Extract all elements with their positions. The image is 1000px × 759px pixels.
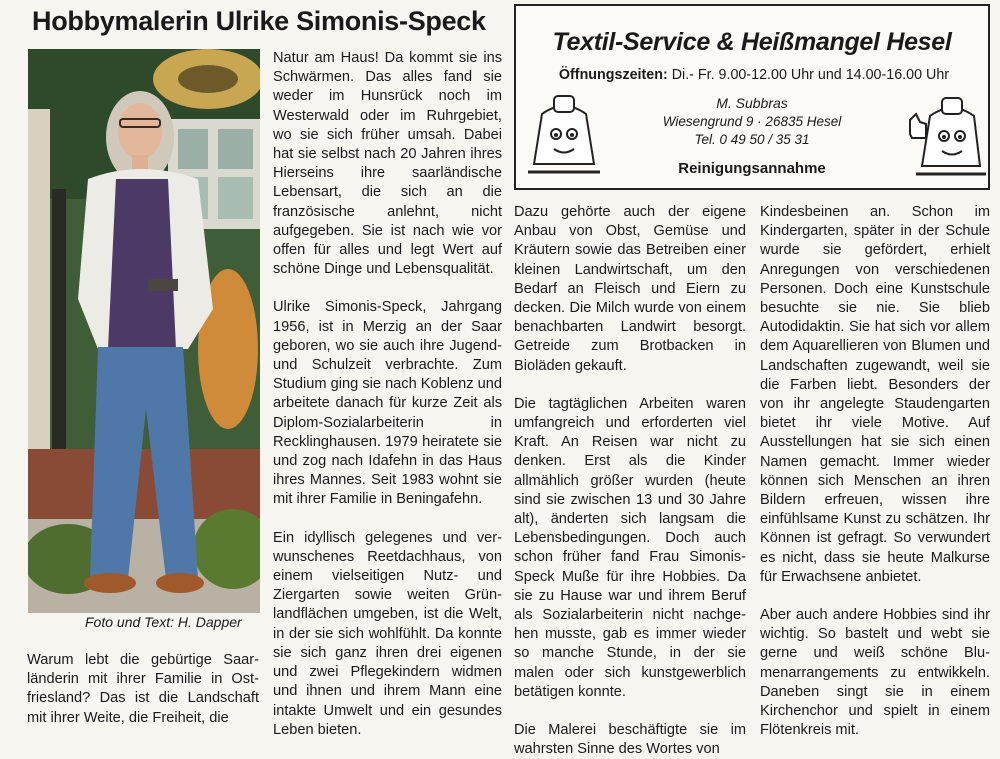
ad-opening-hours — [520, 67, 988, 83]
article-column-3 — [514, 203, 746, 759]
textile-service-ad — [514, 4, 990, 190]
ad-phone: Tel. 0 49 50 / 35 31 — [694, 132, 810, 147]
ad-hours-value: Di.- Fr. 9.00-12.00 Uhr und 14.00-16.00 Uhr — [667, 67, 950, 83]
ad-address: Wiesengrund 9 · 26835 Hesel — [662, 114, 842, 129]
paragraph: Aber auch andere Hobbies sind ihr wichtig. So bastelt und webt sie gerne und weiß schöne Blumenarrangements zu entwikkeln. Daneben singt sie in einem Kirchenchor und spielt in einem Flötenkreis mit. — [760, 607, 990, 739]
paragraph: Die tagtäglichen Arbeiten waren umfangreich und erforderten viel Kraft. An Reisen war nicht zu denken. Erst als die Kinder allmählich größer wurden (heute sind sie zwischen 13 und 30 Jahre alt), änderten sich langsam die Lebensbedingungen. Doch auch schon früher fand Frau Simonis-Speck Muße für ihre Hobbies. Da sie zu Hause war und ihrem Beruf als Sozialarbeiterin nicht nachgehen musste, gab es immer wieder so manche Stunde, in der sie malen oder sich kunstgewerblich betätigen konnte. — [514, 395, 746, 700]
article-column-4 — [760, 203, 990, 740]
paragraph: Die Malerei beschäftigte sie im wahrsten Sinne des Wortes von — [514, 722, 746, 758]
paragraph: Natur am Haus! Da kommt sie ins Schwärmen. Das alles fand sie weder im Hunsrück noch im Westerwald oder im Ruhrgebiet, wo sie sich früher umsah. Dabei hat sie selbst nach 20 Jahren ihres Hierseins ihre saarländische Lebensart, die sich an die französische anlehnt, nicht aufgegeben. Sie ist nach wie vor offen für alles und legt Wert auf schöne Dinge und Lebensqualität. — [273, 50, 502, 278]
ad-hours-label: Öffnungszeiten: — [558, 67, 668, 83]
paragraph: Dazu gehörte auch der eigene Anbau von Obst, Gemüse und Kräutern sowie das Betreiben einer kleinen Landwirtschaft, um den Bedarf an Fleisch und Eiern zu decken. Die Milch wurde von einem benachbarten Landwirt besorgt. Getreide zum Brotbacken in Bioläden gekauft. — [514, 204, 746, 374]
portrait-photo — [28, 49, 260, 613]
ad-service: Reinigungsannahme — [678, 160, 826, 177]
article-column-1 — [27, 651, 259, 728]
ad-title: Textil-Service & Heißmangel Hesel — [552, 28, 952, 56]
paragraph: Ein idyllisch gelegenes und verwunschenes Reetdachhaus, von einem vielseitigen Nutz- und Ziergarten sowie weiten Grünlandflächen umgeben, ist die Welt, in der sie sich wohlfühlt. Da konnte sie sich ganz ihren drei eigenen und zwei Pflegekindern widmen und ihnen und ihrem Mann eine intakte Umwelt und ein gesundes Leben bieten. — [273, 529, 502, 738]
portrait-illustration — [28, 49, 260, 613]
paragraph: Ulrike Simonis-Speck, Jahrgang 1956, ist in Merzig an der Saar geboren, wo sie auch ihre Jugend- und Schulzeit verbrachte. Zum Studium ging sie nach Koblenz und arbeitete danach für kurze Zeit als Diplom-Sozialarbeiterin in Recklinghausen. 1979 heiratete sie und zog nach Idafehn in das Haus ihres Mannes. Seit 1983 wohnt sie mit ihrer Familie in Beningafehn. — [273, 299, 502, 508]
photo-caption: Foto und Text: H. Dapper — [85, 614, 242, 630]
paragraph: Warum lebt die gebürtige Saarländerin mit ihrer Familie in Ostfriesland? Das ist die Landschaft mit ihrer Weite, die Freiheit, die — [27, 652, 259, 726]
iron-mascot-icon — [524, 94, 604, 184]
ad-owner: M. Subbras — [716, 95, 788, 111]
iron-thumbs-up-mascot-icon — [908, 94, 988, 184]
article-headline: Hobbymalerin Ulrike Simonis-Speck — [32, 6, 486, 36]
paragraph: Kindesbeinen an. Schon im Kindergarten, später in der Schule wurde sie gefördert, erhielt Anregungen von verschiedenen Personen. Doch eine Kunstschule besuchte sie nie. Sie blieb Autodidaktin. Sie hat sich vor allem dem Aquarellieren von Blumen und Landschaften zugewandt, weil sie die Farben liebt. Besonders der von ihr angelegte Staudengarten bietet ihr viele Motive. Auf Ausstellungen hat sie sich einen Namen gemacht. Immer wieder können sich Menschen an ihren Bildern erfreuen, wissen ihre einfühlsame Kunst zu schätzen. Ihr Können ist gefragt. So verwundert es nicht, dass sie heute Malkurse für Erwachsene anbietet. — [760, 204, 990, 585]
article-column-2 — [273, 49, 502, 740]
